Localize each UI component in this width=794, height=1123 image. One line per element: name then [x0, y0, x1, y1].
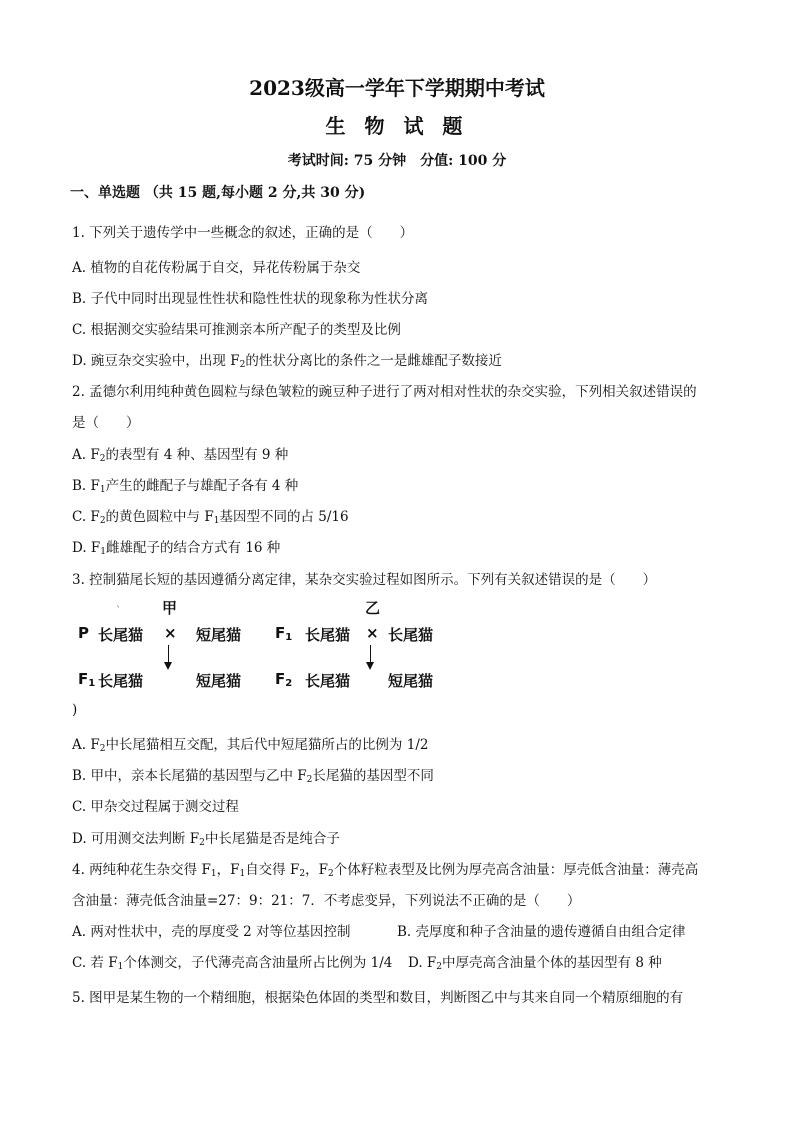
f2-long-tail-cat: 长尾猫 — [305, 672, 351, 690]
parent-long-tail-cat: 长尾猫 — [98, 626, 144, 644]
q4-option-d: D. $F_2$中厚壳高含油量个体的基因型有 8 种 — [408, 955, 662, 972]
subject-title: 生 物 试 题 — [325, 114, 469, 138]
q2-option-a: A. $F_2$的表型有 4 种、基因型有 9 种 — [72, 447, 289, 464]
q3-stem: 3. 控制猫尾长短的基因遵循分离定律，某杂交实验过程如图所示。下列有关叙述错误的是（ ） — [72, 572, 657, 588]
generation-f2: $F_2$ — [275, 670, 293, 689]
exam-title: 2023级高一学年下学期期中考试 — [249, 76, 545, 100]
f1-long-tail-cat: 长尾猫 — [305, 626, 351, 644]
f2-short-tail-cat: 短尾猫 — [388, 672, 434, 690]
cross-symbol: × — [366, 624, 379, 642]
q1-option-a: A. 植物的自花传粉属于自交，异花传粉属于杂交 — [72, 260, 361, 276]
q3-option-b: B. 甲中，亲本长尾猫的基因型与乙中 $F_2$长尾猫的基因型不同 — [72, 768, 434, 785]
generation-f1: $F_1$ — [275, 624, 293, 643]
arrow-down-icon — [366, 662, 374, 670]
q1-stem: 1. 下列关于遗传学中一些概念的叙述，正确的是（ ） — [72, 225, 414, 241]
offspring-short-tail-cat: 短尾猫 — [196, 672, 242, 690]
label-jia: 甲 — [162, 599, 178, 617]
q1-option-b: B. 子代中同时出现显性性状和隐性性状的现象称为性状分离 — [72, 291, 429, 307]
generation-p: P — [78, 624, 89, 642]
generation-f1: $F_1$ — [78, 670, 96, 689]
q4-stem-line2: 含油量：薄壳低含油量=27：9：21：7．不考虑变异，下列说法不正确的是（ ） — [72, 893, 581, 909]
q4-option-b: B. 壳厚度和种子含油量的遗传遵循自由组合定律 — [397, 924, 686, 940]
q3-option-d: D. 可用测交法判断 $F_2$中长尾猫是否是纯合子 — [72, 831, 340, 848]
offspring-long-tail-cat: 长尾猫 — [98, 672, 144, 690]
section-heading: 一、单选题 （共 15 题,每小题 2 分,共 30 分) — [70, 185, 366, 201]
parent-short-tail-cat: 短尾猫 — [196, 626, 242, 644]
label-yi: 乙 — [365, 599, 381, 617]
q1-option-d: D. 豌豆杂交实验中，出现 $F_2$的性状分离比的条件之一是雌雄配子数接近 — [72, 353, 502, 370]
exam-info: 考试时间: 75 分钟 分值: 100 分 — [287, 153, 507, 169]
q2-option-c: C. $F_2$的黄色圆粒中与 $F_1$基因型不同的占 5/16 — [72, 509, 349, 526]
arrow-down-icon — [164, 662, 172, 670]
q4-stem-line1: 4. 两纯种花生杂交得 $F_1$，$F_1$自交得 $F_2$，$F_2$个体籽粒表型及比例为厚壳高含油量：厚壳低含油量：薄壳高 — [72, 862, 699, 879]
stray-mark: ˋ — [116, 606, 121, 617]
yi-long-tail-cat: 长尾猫 — [388, 626, 434, 644]
q3-option-a: A. $F_2$中长尾猫相互交配，其后代中短尾猫所占的比例为 1/2 — [72, 737, 429, 754]
q2-stem-line1: 2. 孟德尔利用纯种黄色圆粒与绿色皱粒的豌豆种子进行了两对相对性状的杂交实验，下列相关叙述错误的 — [72, 384, 697, 400]
q4-option-c: C. 若 $F_1$个体测交，子代薄壳高含油量所占比例为 1/4 — [72, 955, 393, 972]
q3-option-c: C. 甲杂交过程属于测交过程 — [72, 799, 239, 815]
cross-symbol: × — [164, 624, 177, 642]
q5-stem: 5. 图甲是某生物的一个精细胞，根据染色体固的类型和数目，判断图乙中与其来自同一个精原细胞的有 — [72, 990, 684, 1006]
q4-option-a: A. 两对性状中，壳的厚度受 2 对等位基因控制 — [72, 924, 351, 940]
q1-option-c: C. 根据测交实验结果可推测亲本所产配子的类型及比例 — [72, 322, 401, 338]
q2-option-b: B. $F_1$产生的雌配子与雄配子各有 4 种 — [72, 478, 299, 495]
q2-option-d: D. $F_1$雌雄配子的结合方式有 16 种 — [72, 540, 281, 557]
q2-stem-line2: 是（ ） — [72, 415, 140, 431]
q3-close-paren: ) — [72, 702, 78, 718]
